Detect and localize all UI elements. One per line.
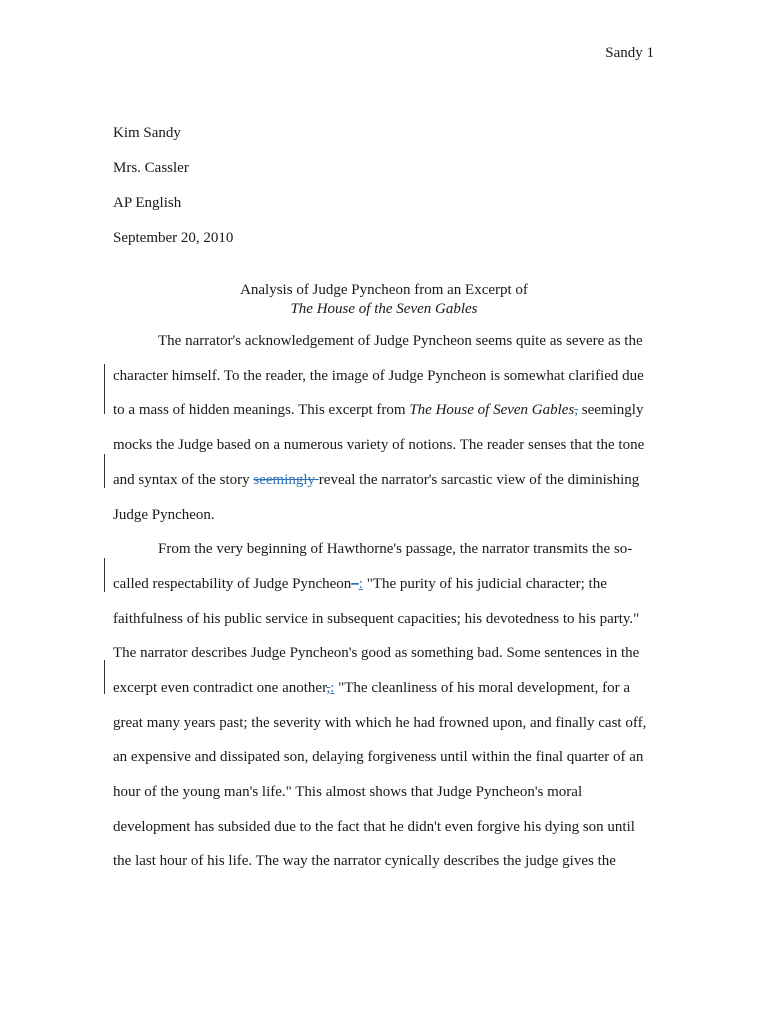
body-line: From the very beginning of Hawthorne's passage, the narrator transmits the so- [158,541,633,557]
essay-title [113,281,655,319]
body-line: mocks the Judge based on a numerous variety of notions. The reader senses that the tone [113,437,645,453]
body-line: to a mass of hidden meanings. This excerpt from The House of Seven Gables, seemingly [113,402,644,418]
inserted-text: : [330,680,335,696]
body-line: faithfulness of his public service in subsequent capacities; his devotedness to his party." [113,611,640,627]
date: September 20, 2010 [113,230,234,246]
body-line: great many years past; the severity with which he had frowned upon, and finally cast off, [113,715,647,731]
title-line-1: Analysis of Judge Pyncheon from an Excerpt of [240,282,528,298]
body-line: The narrator's acknowledgement of Judge Pyncheon seems quite as severe as the [158,333,643,349]
body-line: Judge Pyncheon. [113,507,215,523]
teacher-name: Mrs. Cassler [113,160,189,176]
title-line-2: The House of the Seven Gables [290,301,478,317]
inserted-text: : [358,576,363,592]
course-name: AP English [113,195,182,211]
body-line: development has subsided due to the fact that he didn't even forgive his dying son until [113,819,635,835]
body-line: called respectability of Judge Pyncheon–: "The purity of his judicial character; the [113,576,607,592]
body-line: excerpt even contradict one another,: "The cleanliness of his moral development, for a [113,680,631,696]
body-line: hour of the young man's life." This almost shows that Judge Pyncheon's moral [113,784,583,800]
body-line: The narrator describes Judge Pyncheon's good as something bad. Some sentences in the [113,645,640,661]
book-title: The House of Seven Gables [409,402,575,418]
change-bar [104,364,105,414]
deleted-text: , [574,402,579,418]
body-line: the last hour of his life. The way the narrator cynically describes the judge gives the [113,853,616,869]
body-line: and syntax of the story seemingly reveal the narrator's sarcastic view of the diminishing [113,472,640,488]
deleted-text: seemingly [253,472,319,488]
change-bar [104,454,105,488]
body-line: character himself. To the reader, the image of Judge Pyncheon is somewhat clarified due [113,368,644,384]
running-head: Sandy 1 [605,45,654,61]
deleted-text: , [326,680,331,696]
student-name: Kim Sandy [113,125,181,141]
change-bar [104,558,105,592]
change-bar [104,660,105,694]
body-line: an expensive and dissipated son, delaying forgiveness until within the final quarter of an [113,749,644,765]
deleted-text: – [351,576,359,592]
